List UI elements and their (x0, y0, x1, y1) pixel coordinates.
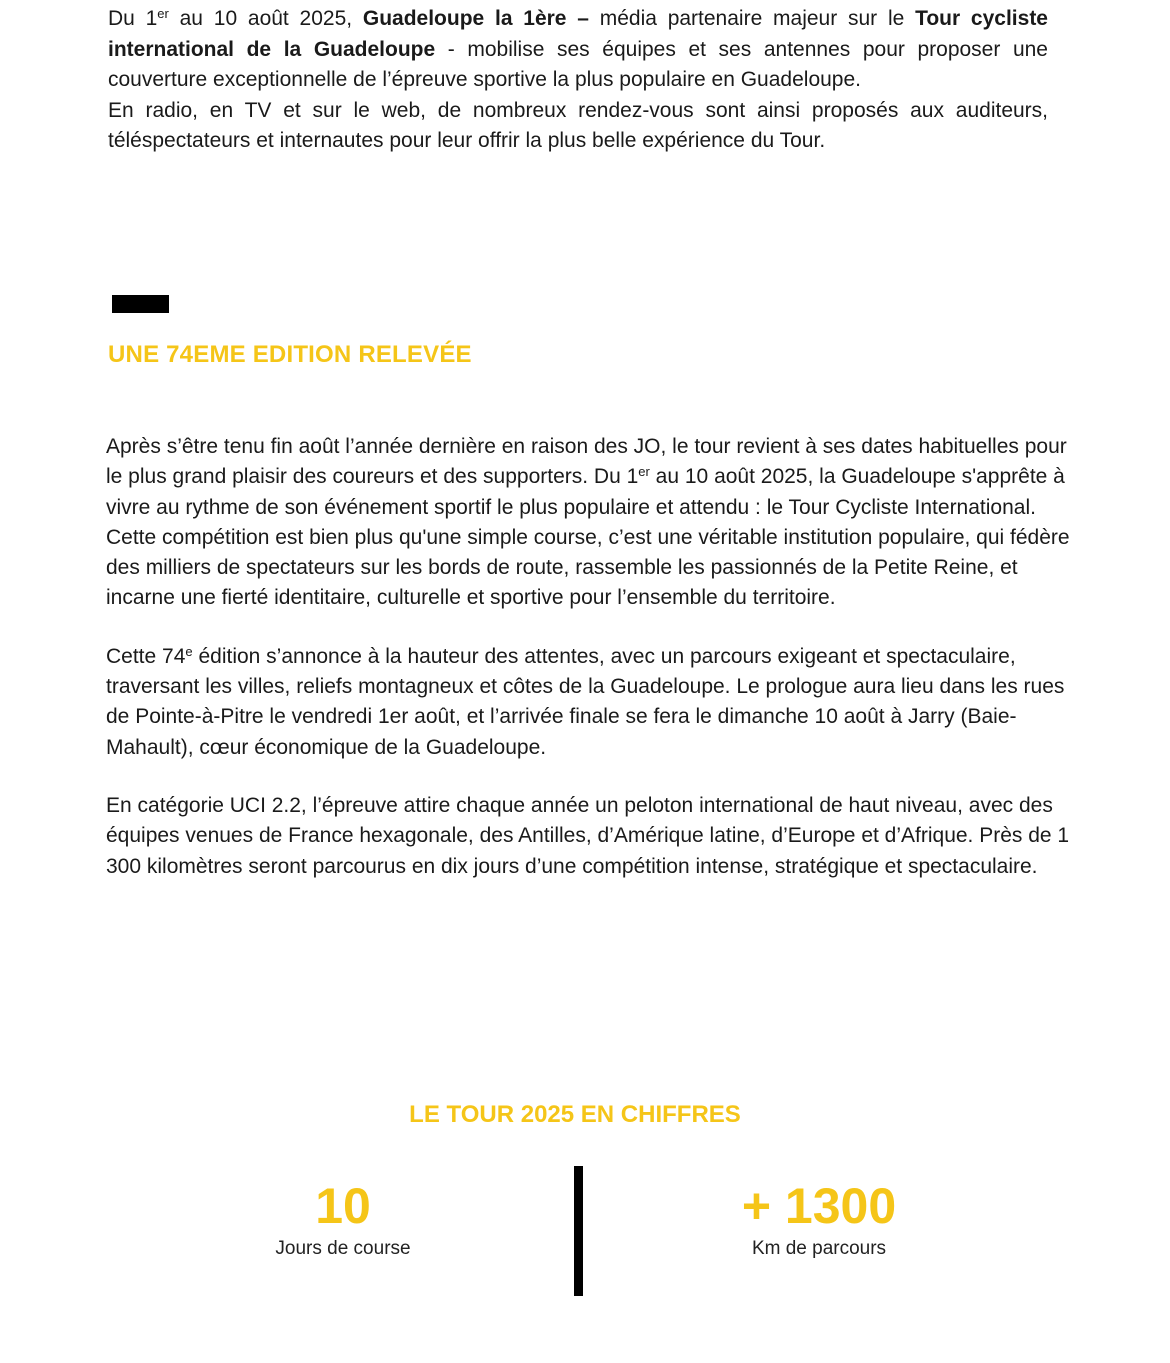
figures-title: LE TOUR 2025 EN CHIFFRES (409, 1101, 741, 1128)
body-text-span: Après s’être tenu fin août l’année dernière en raison des JO, le tour revient à ses dates habituelles pour le plus grand plaisir des coureurs et des supporters. Du 1 (106, 435, 1067, 489)
body-paragraph-1 (106, 432, 1081, 614)
stat-distance (669, 1176, 969, 1260)
body-paragraph-3: En catégorie UCI 2.2, l’épreuve attire chaque année un peloton international de haut niveau, avec des équipes venues de France hexagonale, des Antilles, d’Amérique latine, d’Europe et d’Afrique. Près de 1 300 kilomètres seront parcourus en dix jours d’une compétition intense, stratégique et spectaculaire. (106, 793, 1070, 878)
intro-paragraph-1 (108, 4, 1048, 96)
intro-paragraph-2: En radio, en TV et sur le web, de nombreux rendez-vous sont ainsi proposés aux auditeurs, téléspectateurs et internautes pour leur offrir la plus belle expérience du Tour. (108, 98, 1048, 152)
body-text-span: au 10 août 2025, la Guadeloupe s'apprête à vivre au rythme de son événement sportif le plus populaire et attendu : le Tour Cycliste International. Cette compétition est bien plus qu'une simple course, c’est une véritable institution populaire, qui fédère des milliers de spectateurs sur les bords de route, rassemble les passionnés de la Petite Reine, et incarne une fierté identitaire, culturelle et sportive pour l’ensemble du territoire. (106, 465, 1070, 610)
stat-value: 10 (315, 1178, 371, 1234)
media-name: Guadeloupe la 1ère – (362, 7, 589, 30)
stat-label: Jours de course (275, 1238, 411, 1259)
section-marker-bar (112, 295, 169, 313)
body-text-span: Cette 74 (106, 644, 186, 668)
stat-value: + 1300 (741, 1178, 897, 1234)
stat-days (193, 1176, 493, 1260)
superscript: e (185, 643, 193, 659)
body-text-span: édition s’annonce à la hauteur des attentes, avec un parcours exigeant et spectaculaire, traversant les villes, reliefs montagneux et côtes de la Guadeloupe. Le prologue aura lieu dans les rues de Pointe-à-Pitre le vendredi 1er août, et l’arrivée finale se fera le dimanche 10 août à Jarry (Baie-Mahault), cœur économique de la Guadeloupe. (106, 644, 1065, 759)
stat-label: Km de parcours (751, 1238, 887, 1259)
intro-text: au 10 août 2025, (168, 7, 363, 30)
superscript: er (638, 464, 650, 480)
intro-text: Du 1 (108, 7, 158, 30)
section-title: UNE 74EME EDITION RELEVÉE (108, 341, 472, 368)
intro-text: média partenaire majeur sur le (588, 7, 916, 30)
body-text (106, 432, 1081, 910)
intro-block (108, 4, 1048, 157)
superscript: er (157, 6, 169, 21)
intro-text: - mobilise ses équipes et ses antennes pour proposer une couverture exceptionnelle de l’épreuve sportive la plus populaire en Guadeloupe. (108, 37, 1048, 91)
vertical-divider (574, 1166, 583, 1296)
event-name: Tour cycliste international de la Guadeloupe (108, 7, 1048, 61)
body-paragraph-2 (106, 642, 1081, 763)
